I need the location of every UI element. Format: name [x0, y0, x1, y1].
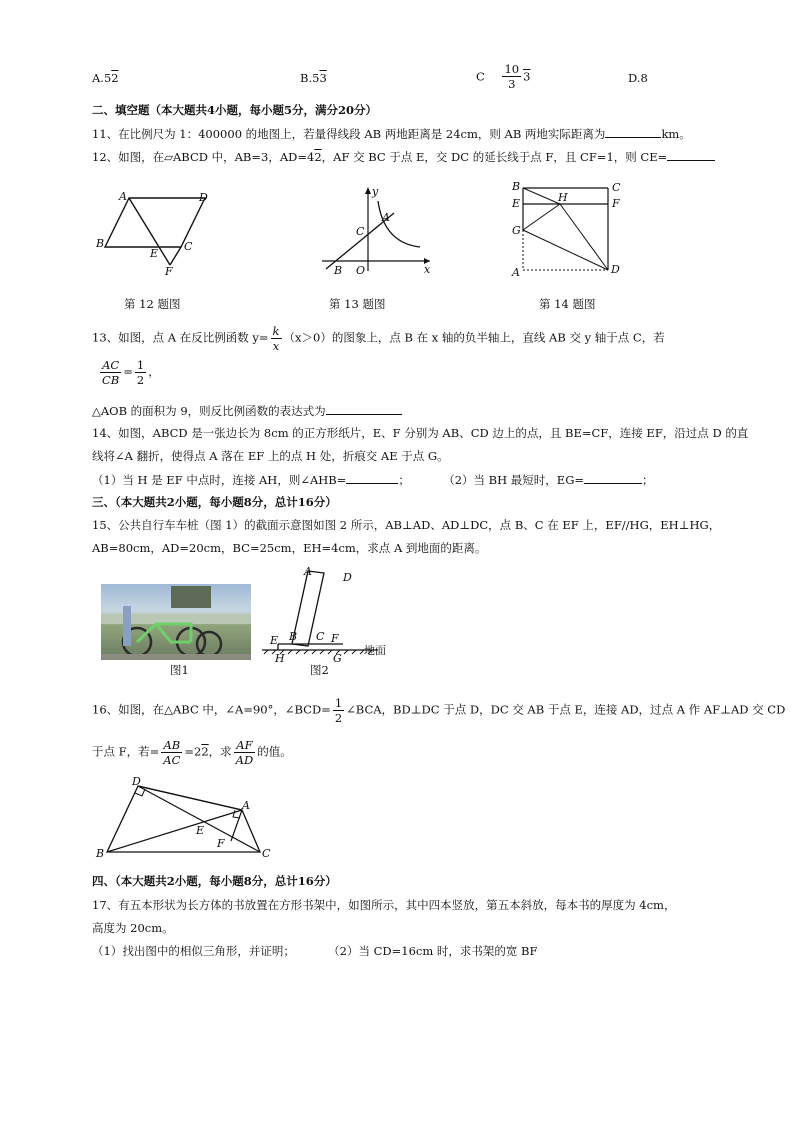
section-2-title: 二、填空题（本大题共4小题，每小题5分，满分20分）: [92, 103, 378, 117]
f12-label-b: B: [96, 237, 105, 250]
question-17-line-1: 17、有五本形状为长方体的书放置在方形书架中，如图所示，其中四本竖放，第五本斜放，每本书的厚度为 4cm，: [92, 898, 676, 912]
q16-ab-over-ac: [161, 738, 182, 767]
f16-line-dc: [138, 786, 260, 852]
figure-16: [92, 776, 282, 862]
f13-label-c: C: [356, 225, 365, 238]
f2-label-a: A: [304, 565, 312, 578]
q13-two: 2: [136, 373, 145, 387]
section-4-title: 四、（本大题共2小题，每小题8分，总计16分）: [92, 874, 337, 888]
choice-c-denominator: 3: [508, 77, 516, 91]
choice-d: D.8: [628, 71, 648, 85]
bike-frame: [137, 624, 191, 642]
q13-ac: AC: [100, 358, 121, 373]
f14-line-hd: [560, 204, 608, 270]
f2-label-c: C: [316, 630, 325, 643]
f14-line-gh: [523, 204, 560, 230]
f13-label-a: A: [382, 211, 390, 224]
question-17-parts: [92, 943, 538, 959]
q16-af-over-ad: [234, 738, 256, 767]
choice-a-radical: 2: [111, 71, 119, 85]
q16-text-4: ，求: [208, 744, 232, 759]
q16-text-2: ∠BCA，BD⊥DC 于点 D，DC 交 AB 于点 E，连接 AD，过点 A 作 AF⊥AD 交 CD: [346, 702, 786, 717]
f12-line-cf: [170, 247, 181, 265]
q14-part-1-end: ；: [398, 473, 410, 487]
f13-label-y: y: [372, 185, 379, 198]
f14-line-gd: [523, 230, 608, 270]
q16-ad: AD: [235, 753, 254, 767]
question-14-parts: [92, 471, 654, 488]
q12-answer-blank[interactable]: [667, 148, 715, 161]
q17-part-2: （2）当 CD=16cm 时，求书架的宽 BF: [328, 944, 538, 958]
figure-13-caption: 第 13 题图: [329, 297, 386, 311]
f2-label-e: E: [270, 634, 279, 647]
choice-b: [300, 70, 327, 86]
f13-label-o: O: [356, 264, 366, 277]
figure-14-caption: 第 14 题图: [539, 297, 596, 311]
q14-part-1: （1）当 H 是 EF 中点时，连接 AH，则∠AHB=: [92, 473, 347, 487]
f14-label-d: D: [611, 263, 620, 276]
ground-strip: [101, 654, 251, 660]
q12-radical: 2: [314, 150, 322, 164]
dock-post: [123, 606, 131, 646]
choice-b-radical: 3: [319, 71, 327, 85]
choice-c: [476, 62, 530, 91]
q12-text-1: 12、如图，在▱ABCD 中，AB=3，AD=4: [92, 150, 315, 164]
q11-text: 11、在比例尺为 1：400000 的地图上，若量得线段 AB 两地距离是 24cm，则 AB 两地实际距离为: [92, 127, 606, 141]
question-17-line-2: 高度为 20cm。: [92, 921, 174, 935]
f16-label-e: E: [196, 824, 205, 837]
q13-k-over-x: [271, 324, 282, 353]
f14-label-g: G: [512, 224, 521, 237]
choice-a: [92, 70, 119, 86]
f12-label-f: F: [165, 265, 173, 278]
q12-text-2: ，AF 交 BC 于点 E，交 DC 的延长线于点 F，且 CF=1，则 CE=: [321, 150, 668, 164]
question-13-line-3: [92, 402, 402, 419]
q11-unit: km。: [661, 127, 691, 141]
f2-label-b: B: [289, 630, 298, 643]
f14-label-h: H: [558, 191, 568, 204]
wheel-3: [197, 632, 221, 656]
f12-label-a: A: [119, 190, 127, 203]
question-12: [92, 148, 715, 165]
ground-label: 地面: [364, 644, 386, 657]
q13-text-2: （x＞0）的图象上，点 B 在 x 轴的负半轴上，直线 AB 交 y 轴于点 C，若: [283, 330, 665, 345]
f14-label-e: E: [512, 197, 521, 210]
question-14-line-1: 14、如图，ABCD 是一张边长为 8cm 的正方形纸片，E、F 分别为 AB、CD 边上的点，且 BE=CF，连接 EF，沿过点 D 的直: [92, 426, 749, 440]
f13-label-x: x: [424, 263, 431, 276]
q14-part-2-end: ；: [642, 473, 654, 487]
f2-label-f: F: [331, 632, 339, 645]
q16-half-numerator: 1: [334, 696, 343, 710]
f14-line-bh: [523, 188, 560, 204]
f14-label-f: F: [612, 197, 620, 210]
f16-label-b: B: [96, 847, 105, 860]
q16-half-denominator: 2: [334, 711, 343, 725]
f12-label-d: D: [199, 191, 208, 204]
figure-12: [95, 190, 225, 280]
q13-one-half: [135, 358, 146, 387]
tree-shape: [171, 586, 211, 608]
question-15-line-2: AB=80cm，AD=20cm，BC=25cm，EH=4cm，求点 A 到地面的距离。: [92, 541, 487, 555]
f14-label-a: A: [512, 266, 520, 279]
choice-c-label: C: [476, 69, 485, 84]
q17-part-1: （1）找出图中的相似三角形，并证明；: [92, 944, 295, 958]
q16-af: AF: [234, 738, 256, 753]
f2-label-g: G: [333, 652, 342, 665]
f12-label-c: C: [184, 240, 193, 253]
q16-one-half: [333, 696, 344, 725]
q13-text-1: 13、如图，点 A 在反比例函数 y=: [92, 330, 269, 345]
f16-label-a: A: [242, 799, 250, 812]
choice-a-label: A.5: [92, 71, 112, 85]
choice-c-fraction: [502, 62, 521, 91]
q13-comma: ，: [148, 364, 160, 379]
choice-c-radical: 3: [523, 69, 531, 84]
q13-k: k: [272, 324, 280, 338]
figure-1-caption: 图1: [170, 663, 189, 677]
q13-equals: =: [123, 364, 133, 379]
q16-ac: AC: [163, 753, 181, 767]
f2-label-h: H: [275, 652, 285, 665]
f16-line-af: [231, 810, 242, 841]
q16-text-5: 的值。: [257, 744, 292, 759]
q13-cb: CB: [102, 373, 120, 387]
q14-part-2: （2）当 BH 最短时，EG=: [443, 473, 585, 487]
section-3-title: 三、（本大题共2小题，每小题8分，总计16分）: [92, 495, 337, 509]
question-13-ratio: [98, 358, 160, 387]
question-14-line-2: 线将∠A 翻折，使得点 A 落在 EF 上的点 H 处，折痕交 AE 于点 G。: [92, 449, 449, 463]
figure-2-caption: 图2: [310, 663, 329, 677]
figure-12-caption: 第 12 题图: [124, 297, 181, 311]
f16-label-c: C: [262, 847, 271, 860]
f16-label-f: F: [217, 837, 225, 850]
question-15-line-1: 15、公共自行车车桩（图 1）的截面示意图如图 2 所示，AB⊥AD、AD⊥DC，点 B、C 在 EF 上，EF//HG，EH⊥HG，: [92, 518, 721, 532]
f13-hyperbola: [378, 201, 420, 247]
f16-label-d: D: [132, 775, 141, 788]
q11-answer-blank[interactable]: [605, 125, 661, 138]
figure-13: [320, 183, 435, 275]
choice-c-numerator: 10: [504, 62, 520, 76]
figure-14: [508, 180, 628, 280]
q13-text-3: △AOB 的面积为 9，则反比例函数的表达式为: [92, 404, 326, 418]
q16-text-3: 于点 F，若=: [92, 744, 160, 759]
q16-text-1: 16、如图，在△ABC 中，∠A=90°，∠BCD=: [92, 702, 331, 717]
q13-answer-blank[interactable]: [326, 402, 402, 415]
q13-one: 1: [136, 358, 145, 372]
f13-label-b: B: [334, 264, 343, 277]
q16-value: =2: [184, 744, 202, 759]
question-16-line-2: [92, 738, 292, 767]
question-11: [92, 125, 691, 142]
q13-x: x: [272, 339, 280, 353]
q14-answer-1-blank[interactable]: [346, 471, 398, 484]
f16-line-da: [138, 786, 242, 810]
choice-b-label: B.5: [300, 71, 320, 85]
question-16-line-1: [92, 696, 785, 725]
q14-answer-2-blank[interactable]: [584, 471, 642, 484]
f12-label-e: E: [150, 247, 159, 260]
q13-ac-over-cb: [100, 358, 121, 387]
f14-label-b: B: [512, 180, 521, 193]
q16-ab: AB: [161, 738, 182, 753]
f13-y-arrow: [365, 187, 371, 194]
bike-photo: [101, 584, 251, 660]
f14-label-c: C: [612, 181, 621, 194]
question-13-line-1: [92, 324, 665, 353]
f2-label-d: D: [343, 571, 352, 584]
q16-radical: 2: [201, 744, 209, 759]
